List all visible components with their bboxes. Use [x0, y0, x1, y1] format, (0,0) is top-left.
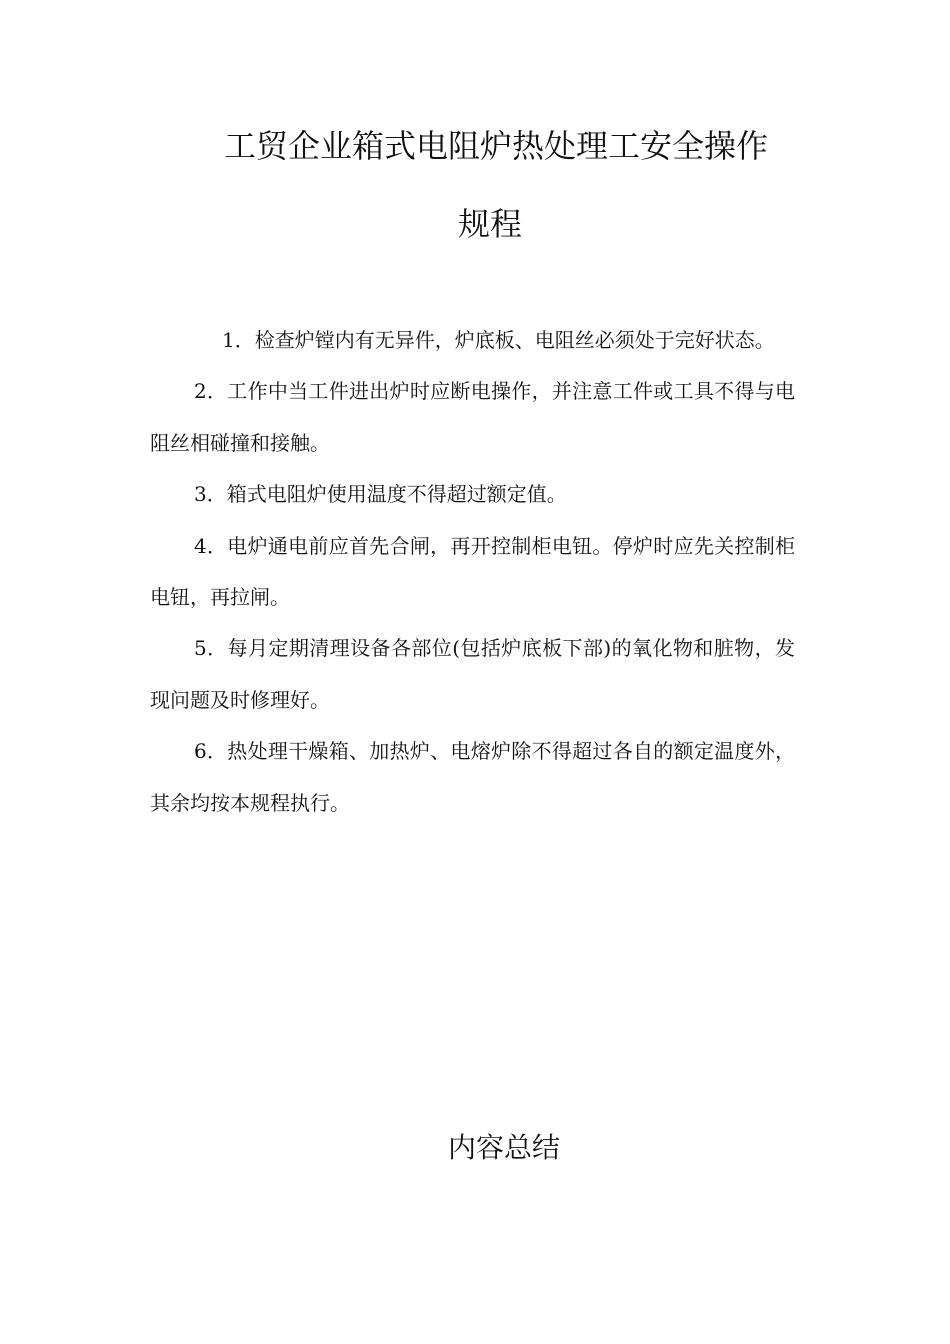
- summary-heading: 内容总结: [447, 1131, 560, 1164]
- rule-paragraph-4: 4．电炉通电前应首先合闸，再开控制柜电钮。停炉时应先关控制柜电钮，再拉闸。: [150, 533, 795, 610]
- rule-paragraph-2: 2．工作中当工件进出炉时应断电操作，并注意工件或工具不得与电阻丝相碰撞和接触。: [150, 379, 795, 455]
- rule-paragraph-3: 3．箱式电阻炉使用温度不得超过额定值。: [194, 482, 567, 507]
- rule-paragraph-1: 1．检查炉镗内有无异件，炉底板、电阻丝必须处于完好状态。: [222, 328, 775, 352]
- rule-paragraph-5: 5．每月定期清理设备各部位(包括炉底板下部)的氧化物和脏物，发现问题及时修理好。: [150, 636, 795, 712]
- title-line-2: 规程: [457, 205, 522, 243]
- document-body: [150, 315, 795, 829]
- rule-paragraph-6: 6．热处理干燥箱、加热炉、电熔炉除不得超过各自的额定温度外，其余均按本规程执行。: [150, 739, 795, 815]
- title-line-1: 工贸企业箱式电阻炉热处理工安全操作: [224, 127, 769, 165]
- document-title: [150, 107, 866, 263]
